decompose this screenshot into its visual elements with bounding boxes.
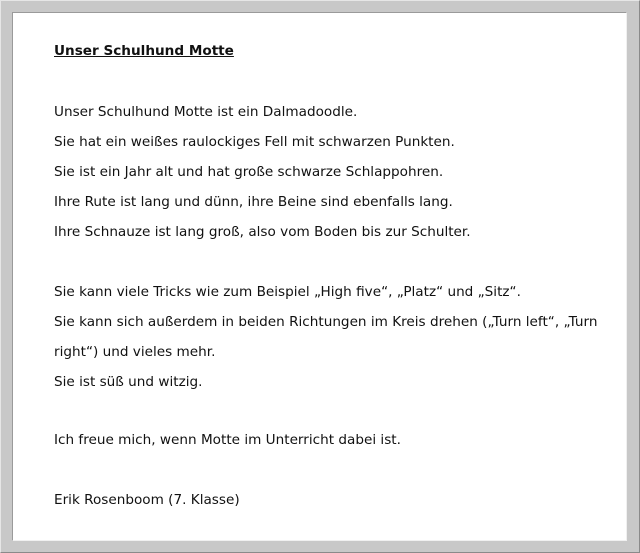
text-line: Ihre Schnauze ist lang groß, also vom Boden bis zur Schulter. [54, 224, 471, 240]
author-line: Erik Rosenboom (7. Klasse) [54, 492, 240, 508]
text-line: right“) und vieles mehr. [54, 344, 216, 360]
document-page [12, 12, 627, 541]
text-line: Unser Schulhund Motte ist ein Dalmadoodle. [54, 104, 358, 120]
text-line: Sie kann sich außerdem in beiden Richtungen im Kreis drehen („Turn left“, „Turn [54, 314, 598, 330]
text-line: Sie hat ein weißes raulockiges Fell mit schwarzen Punkten. [54, 134, 455, 150]
text-line: Sie ist süß und witzig. [54, 374, 203, 390]
text-line: Ihre Rute ist lang und dünn, ihre Beine sind ebenfalls lang. [54, 194, 453, 210]
text-line: Sie kann viele Tricks wie zum Beispiel „High five“, „Platz“ und „Sitz“. [54, 284, 521, 300]
text-line: Ich freue mich, wenn Motte im Unterricht dabei ist. [54, 432, 401, 448]
document-title: Unser Schulhund Motte [54, 43, 234, 59]
text-line: Sie ist ein Jahr alt und hat große schwarze Schlappohren. [54, 164, 444, 180]
